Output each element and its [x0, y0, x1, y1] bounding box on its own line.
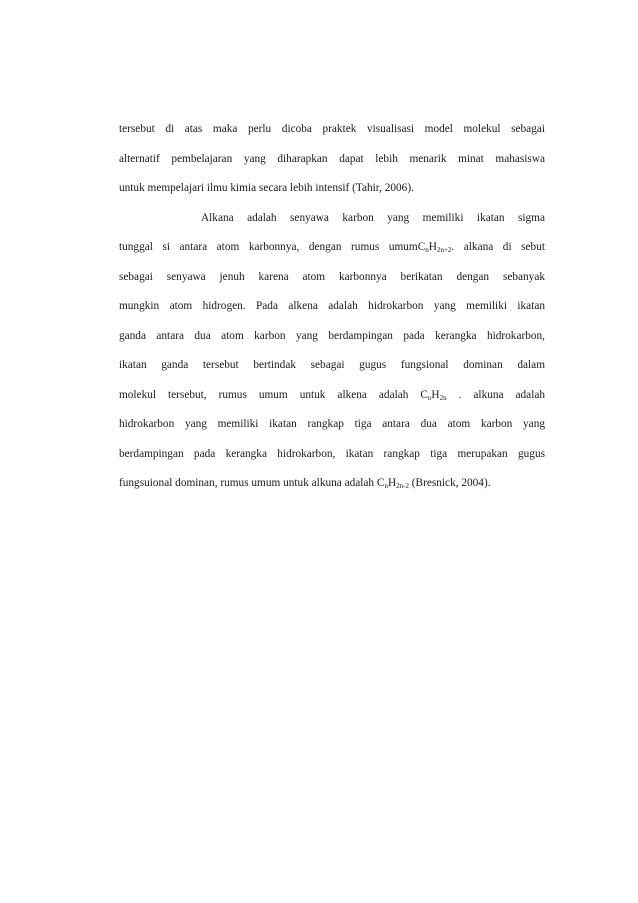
- text-segment: . alkana di sebut: [451, 241, 545, 253]
- text-line-formula-alkana: [119, 238, 545, 268]
- text-segment: molekul tersebut, rumus umum untuk alkena adalah C: [119, 388, 428, 401]
- text-line: hidrokarbon yang memiliki ikatan rangkap tiga antara dua atom karbon yang: [119, 418, 545, 430]
- text-line-formula-alkena: [119, 386, 545, 416]
- text-segment: (Bresnick, 2004).: [408, 477, 491, 489]
- formula-subscript: n: [425, 246, 429, 254]
- text-segment: H: [431, 388, 440, 401]
- text-line: sebagai senyawa jenuh karena atom karbonnya berikatan dengan sebanyak: [119, 270, 545, 283]
- text-segment: H: [387, 477, 397, 489]
- paragraph-first-line: Alkana adalah senyawa karbon yang memiliki ikatan sigma: [201, 211, 545, 224]
- text-line: untuk mempelajari ilmu kimia secara lebih intensif (Tahir, 2006).: [119, 182, 414, 194]
- text-line: mungkin atom hidrogen. Pada alkena adalah hidrokarbon yang memiliki ikatan: [119, 300, 545, 312]
- formula-subscript: 2n-2: [396, 482, 409, 490]
- text-segment: . alkuna adalah: [446, 388, 545, 401]
- text-line: ganda antara dua atom karbon yang berdampingan pada kerangka hidrokarbon,: [119, 329, 545, 342]
- formula-subscript: n: [427, 393, 432, 402]
- text-line-formula-alkuna: [119, 474, 545, 504]
- formula-subscript: 2n: [439, 393, 447, 402]
- text-line: ikatan ganda tersebut bertindak sebagai gugus fungsional dominan dalam: [119, 359, 545, 371]
- text-line: berdampingan pada kerangka hidrokarbon, ikatan rangkap tiga merupakan gugus: [119, 447, 545, 460]
- text-segment: tunggal si antara atom karbonnya, dengan rumus umumC: [119, 241, 426, 253]
- formula-subscript: 2n+2: [436, 246, 452, 254]
- body-text: [119, 120, 545, 504]
- text-line: tersebut di atas maka perlu dicoba praktek visualisasi model molekul sebagai: [119, 123, 545, 135]
- text-line: alternatif pembelajaran yang diharapkan dapat lebih menarik minat mahasiswa: [119, 152, 545, 165]
- text-segment: fungsuional dominan, rumus umum untuk alkuna adalah C: [119, 477, 385, 489]
- text-segment: H: [428, 241, 437, 253]
- formula-subscript: n: [384, 482, 388, 490]
